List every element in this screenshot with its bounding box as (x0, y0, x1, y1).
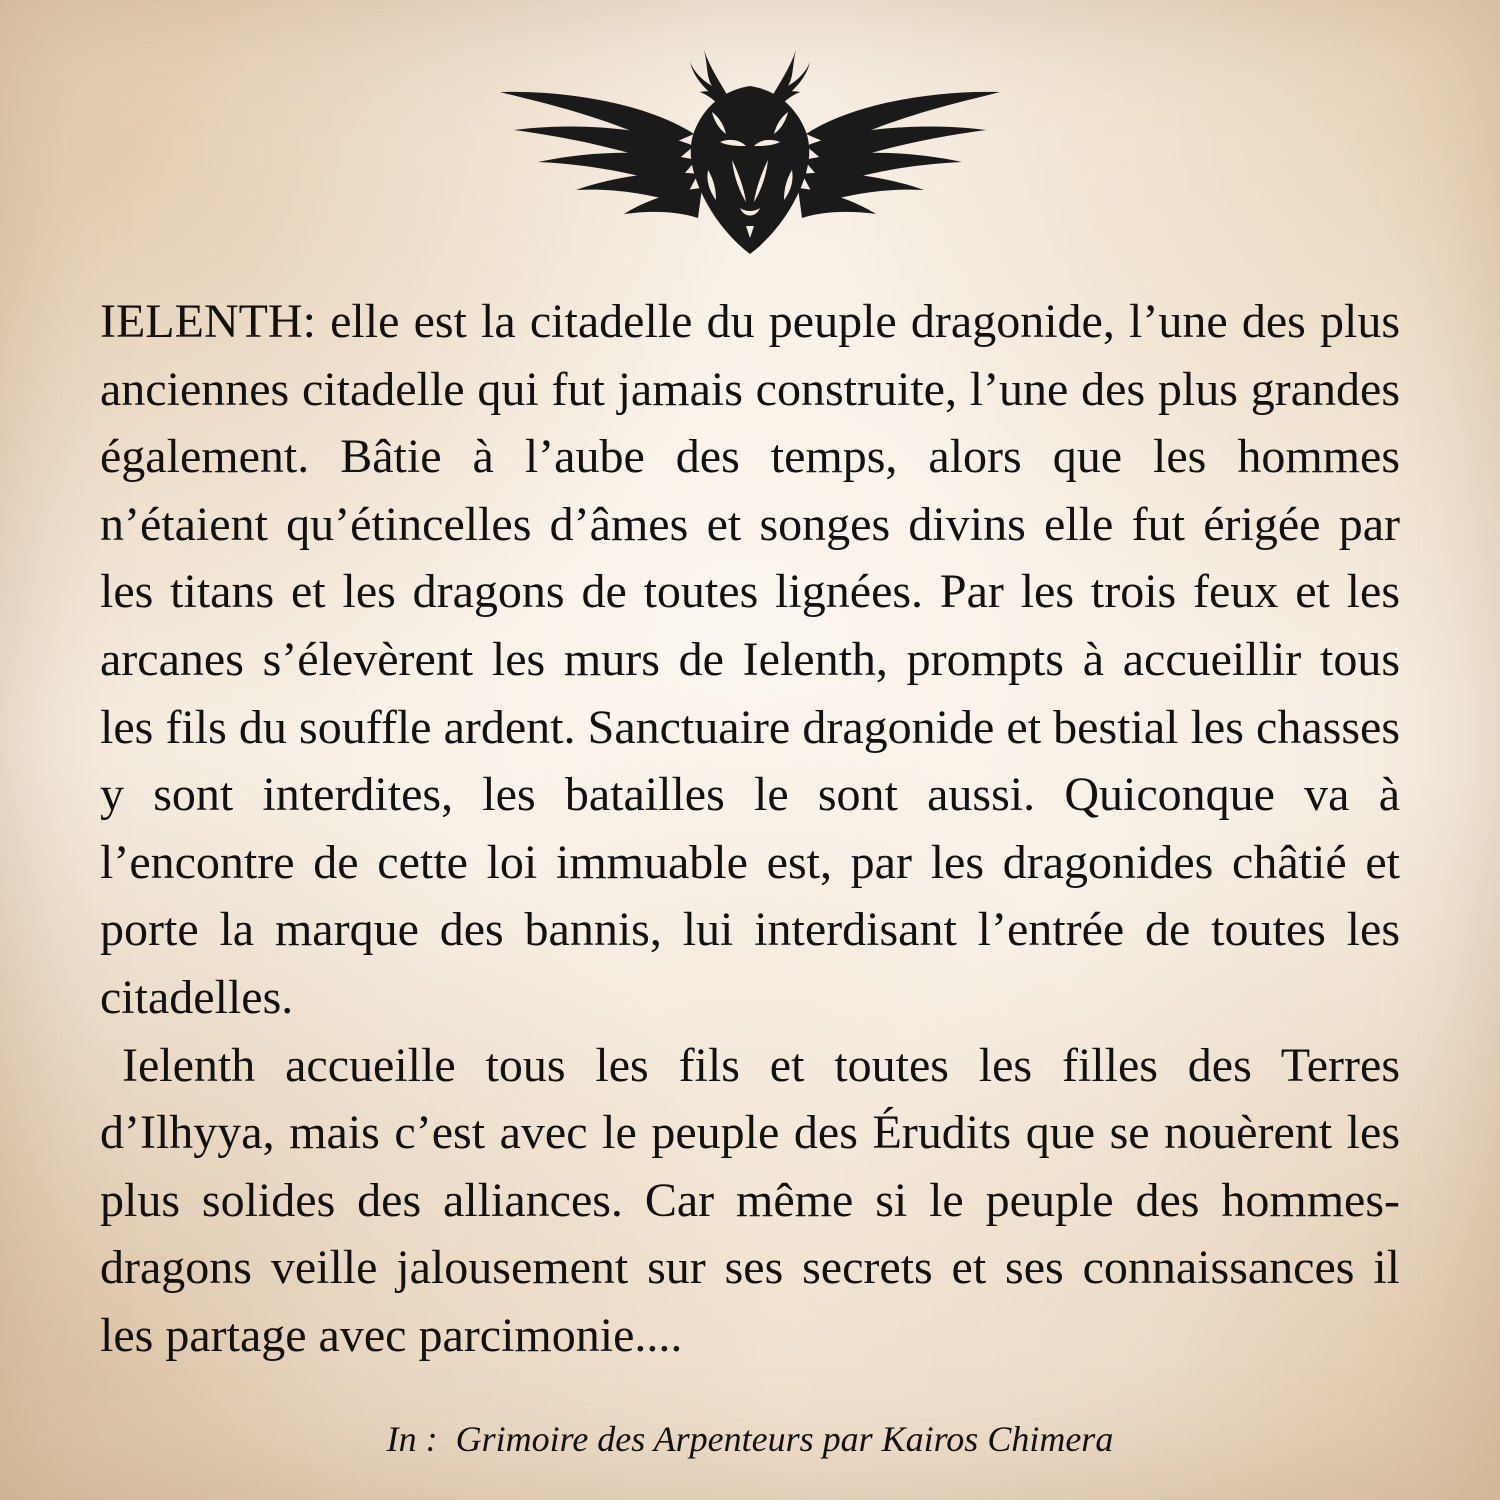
paragraph-1: IELENTH: elle est la citadelle du peuple dragonide, l’une des plus anciennes citadelle qui fut jamais construite, l’une des plus grandes également. Bâtie à l’aube des temps, alors que les hommes n’étaient qu’étincelles d’âmes et songes divins elle fut érigée par les titans et les dragons de toutes lignées. Par les trois feux et les arcanes s’élevèrent les murs de Ielenth, prompts à accueillir tous les fils du souffle ardent. Sanctuaire dragonide et bestial les chasses y sont interdites, les batailles le sont aussi. Quiconque va à l’encontre de cette loi immuable est, par les dragonides châtié et porte la marque des bannis, lui interdisant l’entrée de toutes les citadelles. (100, 295, 1400, 1024)
source-citation: In : Grimoire des Arpenteurs par Kairos Chimera (386, 1419, 1114, 1459)
paragraph-2: Ielenth accueille tous les fils et toutes les filles des Terres d’Ilhyya, mais c’est avec le peuple des Érudits que se nouèrent les plus solides des alliances. Car même si le peuple des hommes-dragons veille jalousement sur ses secrets et ses connaissances il les partage avec parcimonie.... (100, 1038, 1400, 1362)
winged-antlered-lion-icon (498, 42, 1002, 256)
lore-text (100, 288, 1400, 1370)
